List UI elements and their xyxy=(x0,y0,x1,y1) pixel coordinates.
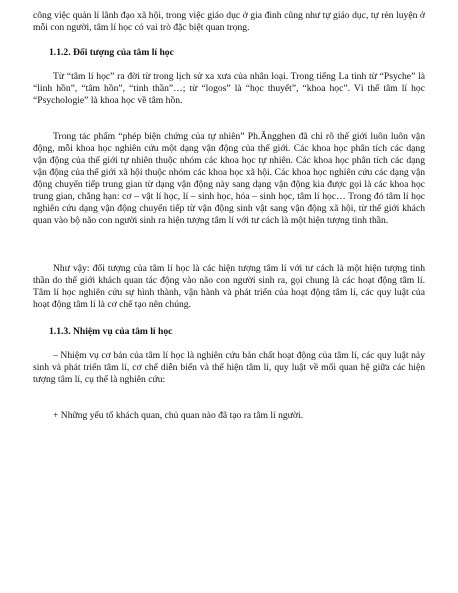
paragraph-object-conclusion: Như vậy: đối tượng của tâm lí học là các hiện tượng tâm lí với tư cách là một hiện tượng tinh thần do thế giới khách quan tác động vào não con người sinh ra, gọi chung là các hoạt động tâm lí. Tâm lí học nghiên cứu sự hình thành, vận hành và phát triển của hoạt động tâm lí, các quy luật của hoạt động tâm lí là cơ chế tạo nên chúng. xyxy=(33,263,425,310)
paragraph-factors-item: + Những yếu tố khách quan, chủ quan nào đã tạo ra tâm lí người. xyxy=(53,410,304,421)
paragraph-basic-task: – Nhiệm vụ cơ bản của tâm lí học là nghiên cứu bản chất hoạt động của tâm lí, các quy luật nảy sinh và phát triển tâm lí, cơ chế diễn biến và thể hiện tâm lí, quy luật về mối quan hệ giữa các hiện tượng tâm lí, cụ thể là nghiên cứu: xyxy=(33,350,425,385)
paragraph-origin-of-term: Từ “tâm lí học” ra đời từ trong lịch sử xa xưa của nhân loại. Trong tiếng La tinh từ “Psyche” là “linh hồn”, “tâm hồn”, “tinh thần”…; từ “logos” là “học thuyết”, “khoa học”. Vì thế tâm lí học “Psychologie” là khoa học về tâm hồn. xyxy=(33,71,425,106)
section-heading-doi-tuong: 1.1.2. Đối tượng của tâm lí học xyxy=(49,47,174,58)
intro-paragraph: công việc quản lí lãnh đạo xã hội, trong việc giáo dục ở gia đình cũng như tự giáo dục, tự rèn luyện ở mỗi con người, tâm lí học có vai trò đặc biệt quan trọng. xyxy=(33,10,425,33)
section-heading-nhiem-vu: 1.1.3. Nhiệm vụ của tâm lí học xyxy=(49,326,173,337)
paragraph-engels-dialectics: Trong tác phẩm “phép biện chứng của tự nhiên” Ph.Ăngghen đã chỉ rõ thế giới luôn luôn vận động, mỗi khoa học nghiên cứu một dạng vận động của thế giới. Các khoa học phân tích các dạng vận động của thế giới tự nhiên thuộc nhóm các khoa học tự nhiên. Các khoa học phân tích các dạng vận động của thế giới xã hội thuộc nhóm các khoa học xã hội. Các khoa học nghiên cứu các dạng vận động chuyển tiếp trung gian từ dạng vận động này sang dạng vận động kia được gọi là các khoa học trung gian, chẳng hạn: cơ – vật lí học, lí – sinh học, hóa – sinh học, tâm lí học… Trong đó tâm lí học nghiên cứu dạng vận động chuyển tiếp từ vận động sinh vật sang vận động xã hội, từ thế giới khách quan vào bộ não con người sinh ra hiện tượng tâm lí với tư cách là một hiện tượng tinh thần. xyxy=(33,131,425,226)
